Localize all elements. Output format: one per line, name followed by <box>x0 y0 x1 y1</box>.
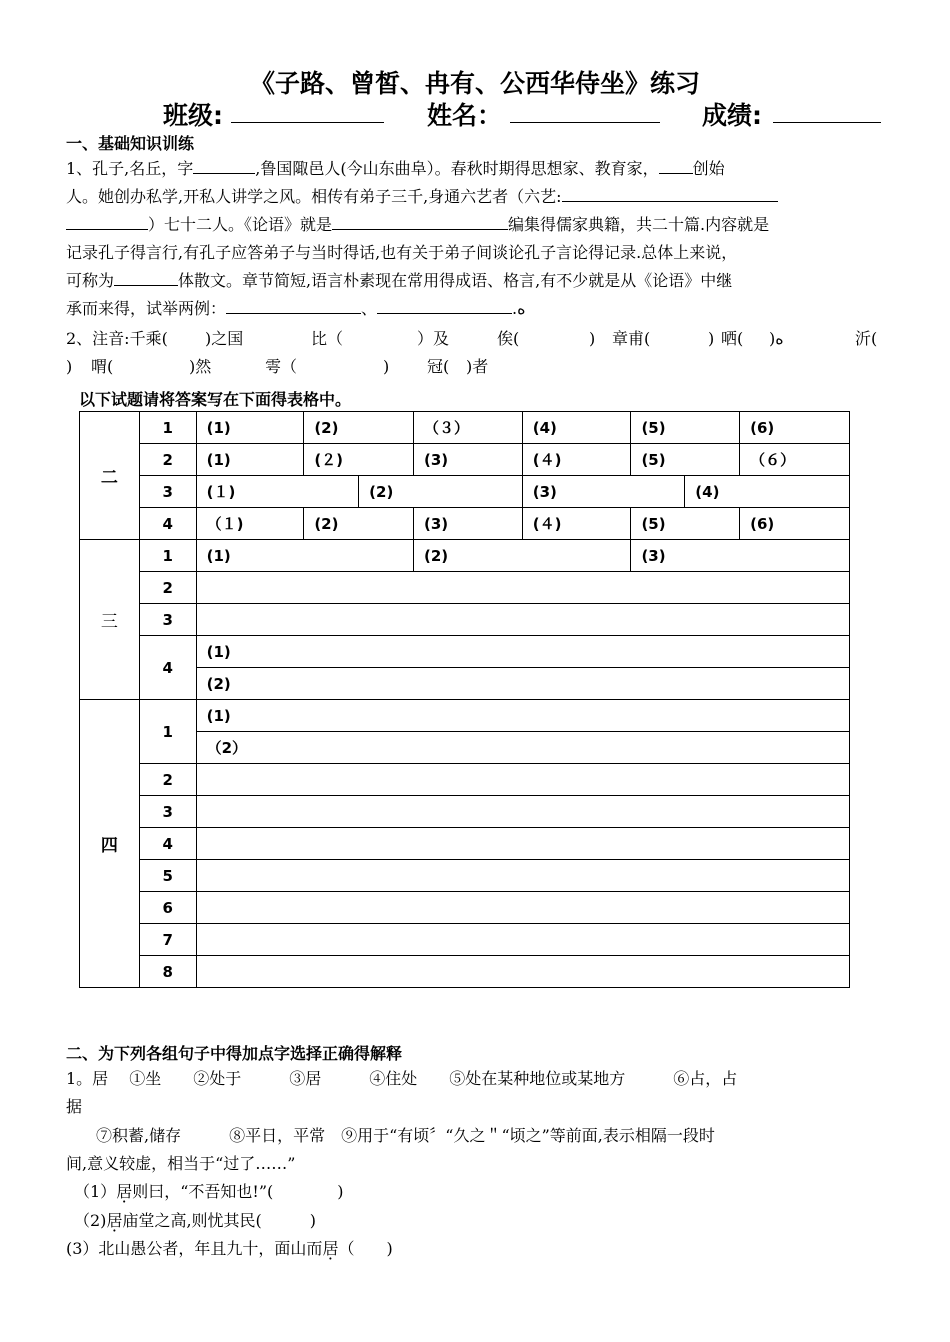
answer-cell[interactable] <box>196 828 849 860</box>
answer-cell[interactable] <box>196 860 849 892</box>
name-field[interactable] <box>510 122 660 123</box>
s2-line3: ⑦积蓄,储存 ⑧平日，平常 ⑨用于“有顷〞“久之＂“顷之”等前面,表示相隔一段时 <box>96 1126 715 1145</box>
answer-cell[interactable]: (２) <box>304 444 414 476</box>
table-row <box>80 444 850 476</box>
answer-cell[interactable]: (4) <box>522 412 631 444</box>
blank-example2[interactable] <box>377 299 512 314</box>
blank-liuyi-cont[interactable] <box>66 215 148 230</box>
answer-cell[interactable] <box>196 572 849 604</box>
row-number: 1 <box>139 412 196 444</box>
answer-cell[interactable]: (2) <box>304 412 414 444</box>
q1-line2: 人。她创办私学,开私人讲学之风。相传有弟子三千,身通六艺者（六艺: <box>66 186 778 208</box>
section-2-label: 二 <box>80 412 140 540</box>
answer-cell[interactable]: (6) <box>740 508 850 540</box>
answer-cell[interactable] <box>196 892 849 924</box>
score-label: 成绩: <box>702 101 762 130</box>
page-title: 《子路、曾皙、冉有、公西华侍坐》练习 <box>249 69 700 98</box>
row-number: 1 <box>139 540 196 572</box>
answer-cell[interactable]: (1) <box>196 700 849 732</box>
answer-cell[interactable] <box>196 764 849 796</box>
answer-cell[interactable]: (1) <box>196 444 304 476</box>
s2-line4: 间,意义较虚，相当于“过了……” <box>66 1154 296 1173</box>
answer-cell[interactable]: (2) <box>414 540 631 572</box>
answer-cell[interactable]: (2) <box>196 668 849 700</box>
answer-cell[interactable]: (４) <box>522 508 631 540</box>
row-number: 3 <box>139 604 196 636</box>
row-number: 4 <box>139 636 196 700</box>
name-label: 姓名： <box>427 101 503 130</box>
answer-cell[interactable]: (5) <box>631 412 740 444</box>
row-number: 4 <box>139 508 196 540</box>
answer-cell[interactable]: (5) <box>631 508 740 540</box>
table-row <box>80 828 850 860</box>
row-number: 2 <box>139 572 196 604</box>
answer-cell[interactable]: (3) <box>414 508 523 540</box>
section1-heading: 一、基础知识训练 <box>66 134 195 153</box>
answer-cell[interactable]: (3) <box>522 476 685 508</box>
section2-heading: 二、为下列各组句子中得加点字选择正确得解释 <box>66 1044 403 1063</box>
s2-sentence1: （1）居则曰，“不吾知也!”( ) <box>74 1182 344 1201</box>
q1-line3: ）七十二人。《论语》就是 编集得儒家典籍，共二十篇.内容就是 <box>66 214 769 236</box>
table-row <box>80 412 850 444</box>
answer-cell[interactable]: （６） <box>740 444 850 476</box>
answer-table <box>79 411 850 988</box>
class-label: 班级: <box>163 101 223 130</box>
answer-cell[interactable] <box>196 796 849 828</box>
section-4-label: 四 <box>80 700 140 988</box>
q2-line1: 2、注音:千乘( )之国 比（ ）及 俟( ) 章甫( ) 哂( )ﻩ 沂( <box>66 329 878 348</box>
answer-cell[interactable] <box>196 604 849 636</box>
table-row <box>80 796 850 828</box>
table-row <box>80 476 850 508</box>
answer-cell[interactable]: （2） <box>196 732 849 764</box>
table-row <box>80 700 850 732</box>
row-number: 5 <box>139 860 196 892</box>
blank-style[interactable] <box>114 271 178 286</box>
class-field[interactable] <box>231 122 384 123</box>
answer-cell[interactable]: (1) <box>196 636 849 668</box>
row-number: 8 <box>139 956 196 988</box>
table-row <box>80 636 850 668</box>
answer-cell[interactable]: (2) <box>359 476 523 508</box>
blank-zi[interactable] <box>193 159 255 174</box>
q1-line5: 可称为 体散文。章节简短,语言朴素现在常用得成语、格言,有不少就是从《论语》中继 <box>66 271 733 290</box>
answer-cell[interactable]: (5) <box>631 444 740 476</box>
row-number: 3 <box>139 476 196 508</box>
answer-cell[interactable]: （３） <box>414 412 523 444</box>
blank-founder[interactable] <box>659 159 693 174</box>
answer-cell[interactable]: (6) <box>740 412 850 444</box>
blank-editor[interactable] <box>332 215 508 230</box>
answer-cell[interactable]: (3) <box>414 444 523 476</box>
blank-example1[interactable] <box>226 299 361 314</box>
s2-sentence3: (3）北山愚公者，年且九十，面山而居（ ) <box>66 1239 393 1258</box>
q2-line2: ) 喟( )然 雩（ ) 冠( )者 <box>66 357 489 376</box>
blank-liuyi[interactable] <box>562 187 778 202</box>
q1-line1: 1、孔子,名丘，字 ,鲁国陬邑人(今山东曲阜）。春秋时期得思想家、教育家， 创始 <box>66 159 725 178</box>
row-number: 2 <box>139 444 196 476</box>
row-number: 3 <box>139 796 196 828</box>
table-row <box>80 508 850 540</box>
q1-line6: 承而来得，试举两例： 、 .ﻩ <box>66 299 526 318</box>
answer-cell[interactable]: （１) <box>196 508 304 540</box>
answer-cell[interactable]: (3) <box>631 540 850 572</box>
row-number: 6 <box>139 892 196 924</box>
table-row <box>80 924 850 956</box>
table-row <box>80 572 850 604</box>
section-3-label: 三 <box>80 540 140 700</box>
table-row <box>80 764 850 796</box>
table-row <box>80 540 850 572</box>
answer-cell[interactable]: (４) <box>522 444 631 476</box>
row-number: 1 <box>139 700 196 764</box>
s2-line1: 1。居 ①坐 ②处于 ③居 ④住处 ⑤处在某种地位或某地方 ⑥占，占 <box>66 1069 738 1088</box>
table-row <box>80 860 850 892</box>
table-row <box>80 956 850 988</box>
row-number: 2 <box>139 764 196 796</box>
q1-line4: 记录孔子得言行,有孔子应答弟子与当时得话,也有关于弟子间谈论孔子言论得记录.总体上来说， <box>66 243 738 262</box>
table-instruction: 以下试题请将答案写在下面得表格中。 <box>79 390 352 409</box>
answer-cell[interactable]: (１) <box>196 476 359 508</box>
answer-cell[interactable]: (1) <box>196 412 304 444</box>
row-number: 7 <box>139 924 196 956</box>
table-row <box>80 604 850 636</box>
s2-line2: 据 <box>66 1097 83 1116</box>
row-number: 4 <box>139 828 196 860</box>
answer-cell[interactable] <box>196 924 849 956</box>
score-field[interactable] <box>773 122 881 123</box>
answer-cell[interactable]: (1) <box>196 540 413 572</box>
answer-cell[interactable] <box>196 956 849 988</box>
answer-cell[interactable]: (4) <box>685 476 850 508</box>
s2-sentence2: （2)居庙堂之高,则忧其民( ) <box>74 1211 317 1230</box>
table-row <box>80 892 850 924</box>
answer-cell[interactable]: (2) <box>304 508 414 540</box>
